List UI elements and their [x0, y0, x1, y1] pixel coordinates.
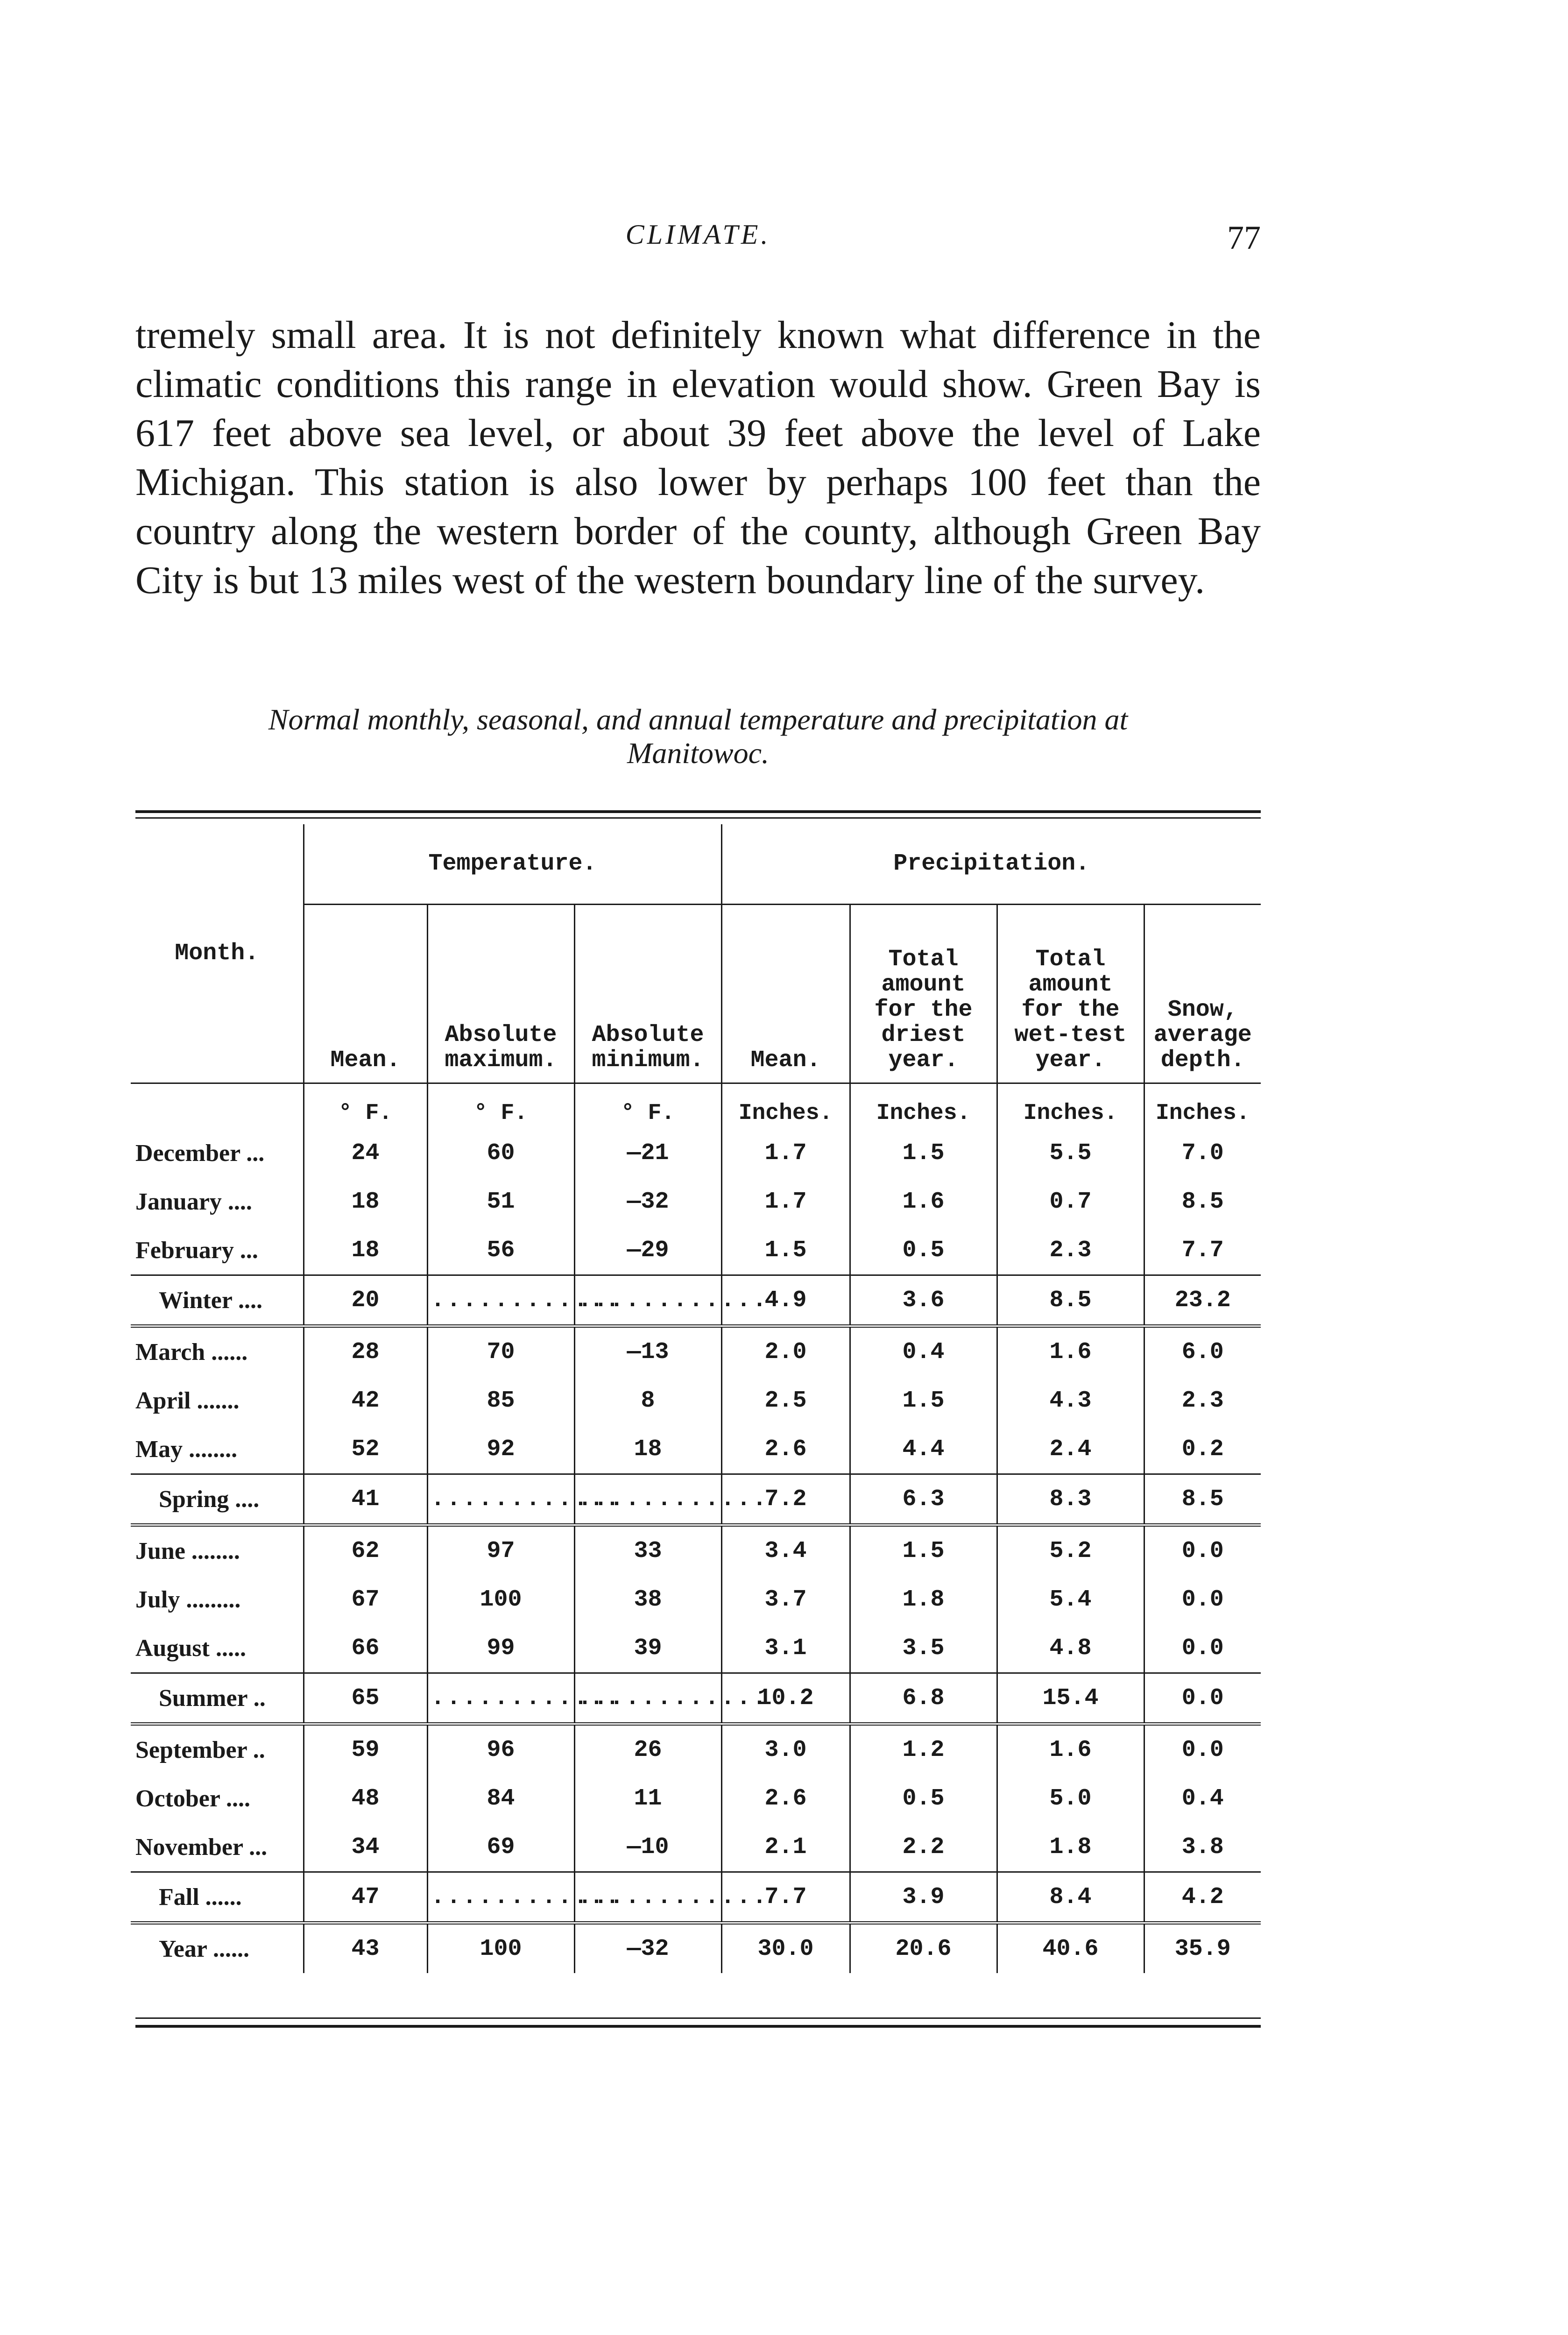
table-cell: 5.0 [997, 1774, 1144, 1823]
table-cell: 1.7 [721, 1129, 850, 1177]
season-total-row [131, 1872, 1261, 1923]
table-cell: ............ [427, 1275, 574, 1326]
table-cell: 67 [304, 1575, 427, 1624]
unit-cell: Inches. [997, 1083, 1144, 1129]
table-cell: 0.7 [997, 1177, 1144, 1226]
running-head [135, 219, 1261, 265]
table-cell: 60 [427, 1129, 574, 1177]
table-cell: 6.8 [850, 1673, 997, 1724]
table-cell: 1.2 [850, 1724, 997, 1775]
table-cell: 42 [304, 1376, 427, 1425]
running-title: CLIMATE. [625, 219, 771, 250]
table-cell: 24 [304, 1129, 427, 1177]
table-cell: 8 [574, 1376, 721, 1425]
table-cell: 3.8 [1144, 1823, 1261, 1872]
table-cell: 38 [574, 1575, 721, 1624]
table-cell: 0.0 [1144, 1673, 1261, 1724]
units-row [131, 1083, 1261, 1129]
table-cell: 8.5 [997, 1275, 1144, 1326]
table-cell: 1.5 [850, 1129, 997, 1177]
table-cell: ............ [427, 1872, 574, 1923]
table-cell: ............ [427, 1673, 574, 1724]
table-cell: —29 [574, 1226, 721, 1275]
table-cell: 1.8 [850, 1575, 997, 1624]
table-cell: 4.9 [721, 1275, 850, 1326]
table-cell: ............ [574, 1673, 721, 1724]
table-cell: 52 [304, 1425, 427, 1474]
season-total-row [131, 1673, 1261, 1724]
table-row [131, 1129, 1261, 1177]
table-cell: 5.4 [997, 1575, 1144, 1624]
row-label: April ....... [135, 1387, 240, 1414]
table-cell: 1.6 [850, 1177, 997, 1226]
season-total-row [131, 1275, 1261, 1326]
table-cell: 3.5 [850, 1624, 997, 1673]
row-label: Winter .... [131, 1275, 304, 1326]
table-cell: —32 [574, 1923, 721, 1974]
table-cell: 15.4 [997, 1673, 1144, 1724]
table-bottom-rule-thin [135, 2017, 1261, 2019]
table-cell: 0.4 [850, 1326, 997, 1377]
table-cell: 41 [304, 1474, 427, 1525]
table-row [131, 1624, 1261, 1673]
table-cell: 18 [574, 1425, 721, 1474]
table-cell: 1.5 [850, 1376, 997, 1425]
table-cell: 100 [427, 1923, 574, 1974]
table-cell: 40.6 [997, 1923, 1144, 1974]
table-cell: 100 [427, 1575, 574, 1624]
table-cell: 23.2 [1144, 1275, 1261, 1326]
table-cell: 3.1 [721, 1624, 850, 1673]
table-row [131, 1823, 1261, 1872]
table-caption [135, 703, 1261, 770]
caption-line-1: Normal monthly, seasonal, and annual temperature and precipitation at [268, 703, 1128, 736]
table-cell: 8.3 [997, 1474, 1144, 1525]
unit-cell: Inches. [1144, 1083, 1261, 1129]
table-cell: 48 [304, 1774, 427, 1823]
table-cell: 8.5 [1144, 1177, 1261, 1226]
table-cell: ............ [427, 1474, 574, 1525]
table-top-rule [135, 810, 1261, 813]
unit-cell: ° F. [574, 1083, 721, 1129]
table-row [131, 1575, 1261, 1624]
table-cell: ............ [574, 1275, 721, 1326]
table-cell: ............ [574, 1474, 721, 1525]
table-cell: 11 [574, 1774, 721, 1823]
table-cell: 0.0 [1144, 1575, 1261, 1624]
table-row [131, 1724, 1261, 1775]
table-cell: 0.2 [1144, 1425, 1261, 1474]
unit-cell: ° F. [304, 1083, 427, 1129]
table-cell: 92 [427, 1425, 574, 1474]
table-cell: 84 [427, 1774, 574, 1823]
table-cell: 69 [427, 1823, 574, 1872]
table-cell: 5.5 [997, 1129, 1144, 1177]
body-paragraph: tremely small area. It is not definitely known what difference in the climatic conditions this range in elevation would show. Green Bay is 617 feet above sea level, or about 39 feet above the level of Lake Michigan. This station is also lower by perhaps 100 feet than the country along the western border of the county, although Green Bay City is but 13 miles west of the western boundary line of the survey. [135, 313, 1261, 602]
table-cell: 2.2 [850, 1823, 997, 1872]
table-cell: 47 [304, 1872, 427, 1923]
temp-mean-header: Mean. [304, 905, 427, 1083]
table-cell: 2.3 [997, 1226, 1144, 1275]
table-cell: 0.0 [1144, 1724, 1261, 1775]
row-label: November ... [135, 1833, 268, 1861]
table-cell: 0.0 [1144, 1624, 1261, 1673]
table-cell: 3.6 [850, 1275, 997, 1326]
table-cell: 2.3 [1144, 1376, 1261, 1425]
table-cell: 51 [427, 1177, 574, 1226]
page-number: 77 [1227, 219, 1261, 256]
table-cell: 4.4 [850, 1425, 997, 1474]
caption-line-2: Manitowoc. [627, 736, 769, 770]
season-total-row [131, 1474, 1261, 1525]
row-label: Spring .... [131, 1474, 304, 1525]
table-cell: 0.4 [1144, 1774, 1261, 1823]
row-label: September .. [135, 1736, 265, 1763]
table-cell: 26 [574, 1724, 721, 1775]
table-row [131, 1425, 1261, 1474]
table-cell: 65 [304, 1673, 427, 1724]
table-cell: 97 [427, 1525, 574, 1576]
row-label: August ..... [135, 1634, 246, 1662]
table-cell: 7.7 [721, 1872, 850, 1923]
driest-year-header: Total amount for the driest year. [850, 905, 997, 1083]
wettest-year-header: Total amount for the wet-test year. [997, 905, 1144, 1083]
table-cell: 8.4 [997, 1872, 1144, 1923]
table-cell: 4.8 [997, 1624, 1144, 1673]
table-cell: —10 [574, 1823, 721, 1872]
table-row [131, 1774, 1261, 1823]
table-cell: 30.0 [721, 1923, 850, 1974]
table-cell: —32 [574, 1177, 721, 1226]
table-cell: 18 [304, 1226, 427, 1275]
units-label-cell [131, 1083, 304, 1129]
snow-depth-header: Snow, average depth. [1144, 905, 1261, 1083]
table-cell: 8.5 [1144, 1474, 1261, 1525]
unit-cell: Inches. [850, 1083, 997, 1129]
row-label: Fall ...... [131, 1872, 304, 1923]
table-cell: 96 [427, 1724, 574, 1775]
table-cell: 10.2 [721, 1673, 850, 1724]
table-top-rule-thin [135, 817, 1261, 819]
row-label: Summer .. [131, 1673, 304, 1724]
row-label: February ... [135, 1237, 258, 1264]
table-cell: 2.4 [997, 1425, 1144, 1474]
table-cell: —13 [574, 1326, 721, 1377]
row-label: June ........ [135, 1537, 240, 1564]
table-cell: 66 [304, 1624, 427, 1673]
table-cell: 35.9 [1144, 1923, 1261, 1974]
table-cell: 7.7 [1144, 1226, 1261, 1275]
table-cell: ............ [574, 1872, 721, 1923]
abs-min-header: Absolute minimum. [574, 905, 721, 1083]
table-row [131, 1326, 1261, 1377]
table-cell: 39 [574, 1624, 721, 1673]
table-row [131, 1376, 1261, 1425]
precipitation-group-header: Precipitation. [721, 824, 1261, 905]
row-label: May ........ [135, 1436, 238, 1463]
table-row [131, 1525, 1261, 1576]
table-cell: 5.2 [997, 1525, 1144, 1576]
table-cell: 1.7 [721, 1177, 850, 1226]
temperature-group-header: Temperature. [304, 824, 721, 905]
table-cell: 2.0 [721, 1326, 850, 1377]
table-cell: 4.2 [1144, 1872, 1261, 1923]
table-cell: 1.6 [997, 1326, 1144, 1377]
climate-table [131, 824, 1261, 1973]
table-cell: 33 [574, 1525, 721, 1576]
unit-cell: Inches. [721, 1083, 850, 1129]
table-cell: 2.6 [721, 1774, 850, 1823]
table-cell: 3.0 [721, 1724, 850, 1775]
table-cell: 20.6 [850, 1923, 997, 1974]
row-label: July ......... [135, 1586, 241, 1613]
table-row [131, 1226, 1261, 1275]
table-cell: 7.2 [721, 1474, 850, 1525]
table-cell: 28 [304, 1326, 427, 1377]
annual-total-row [131, 1923, 1261, 1974]
table-cell: 1.5 [850, 1525, 997, 1576]
precip-mean-header: Mean. [721, 905, 850, 1083]
table-cell: 1.5 [721, 1226, 850, 1275]
abs-max-header: Absolute maximum. [427, 905, 574, 1083]
table-cell: 1.8 [997, 1823, 1144, 1872]
row-label: March ...... [135, 1338, 248, 1366]
table-row [131, 1177, 1261, 1226]
table-cell: 2.5 [721, 1376, 850, 1425]
table-cell: 0.5 [850, 1226, 997, 1275]
row-label: October .... [135, 1785, 250, 1812]
table-cell: 0.0 [1144, 1525, 1261, 1576]
unit-cell: ° F. [427, 1083, 574, 1129]
row-label: January .... [135, 1188, 252, 1215]
row-label: Year ...... [131, 1923, 304, 1974]
table-cell: 43 [304, 1923, 427, 1974]
table-cell: 62 [304, 1525, 427, 1576]
table-cell: 56 [427, 1226, 574, 1275]
table-cell: 20 [304, 1275, 427, 1326]
table-cell: 6.3 [850, 1474, 997, 1525]
table-cell: 7.0 [1144, 1129, 1261, 1177]
table-cell: 3.7 [721, 1575, 850, 1624]
table-cell: 70 [427, 1326, 574, 1377]
table-cell: 59 [304, 1724, 427, 1775]
table-cell: 3.9 [850, 1872, 997, 1923]
table-cell: 85 [427, 1376, 574, 1425]
table-bottom-rule [135, 2025, 1261, 2028]
month-column-header: Month. [131, 824, 304, 1083]
table-cell: 0.5 [850, 1774, 997, 1823]
table-cell: 2.1 [721, 1823, 850, 1872]
table-cell: 1.6 [997, 1724, 1144, 1775]
table-cell: —21 [574, 1129, 721, 1177]
table-cell: 18 [304, 1177, 427, 1226]
table-cell: 6.0 [1144, 1326, 1261, 1377]
table-cell: 2.6 [721, 1425, 850, 1474]
row-label: December ... [135, 1139, 265, 1167]
table-cell: 34 [304, 1823, 427, 1872]
table-cell: 4.3 [997, 1376, 1144, 1425]
table-cell: 3.4 [721, 1525, 850, 1576]
table-cell: 99 [427, 1624, 574, 1673]
